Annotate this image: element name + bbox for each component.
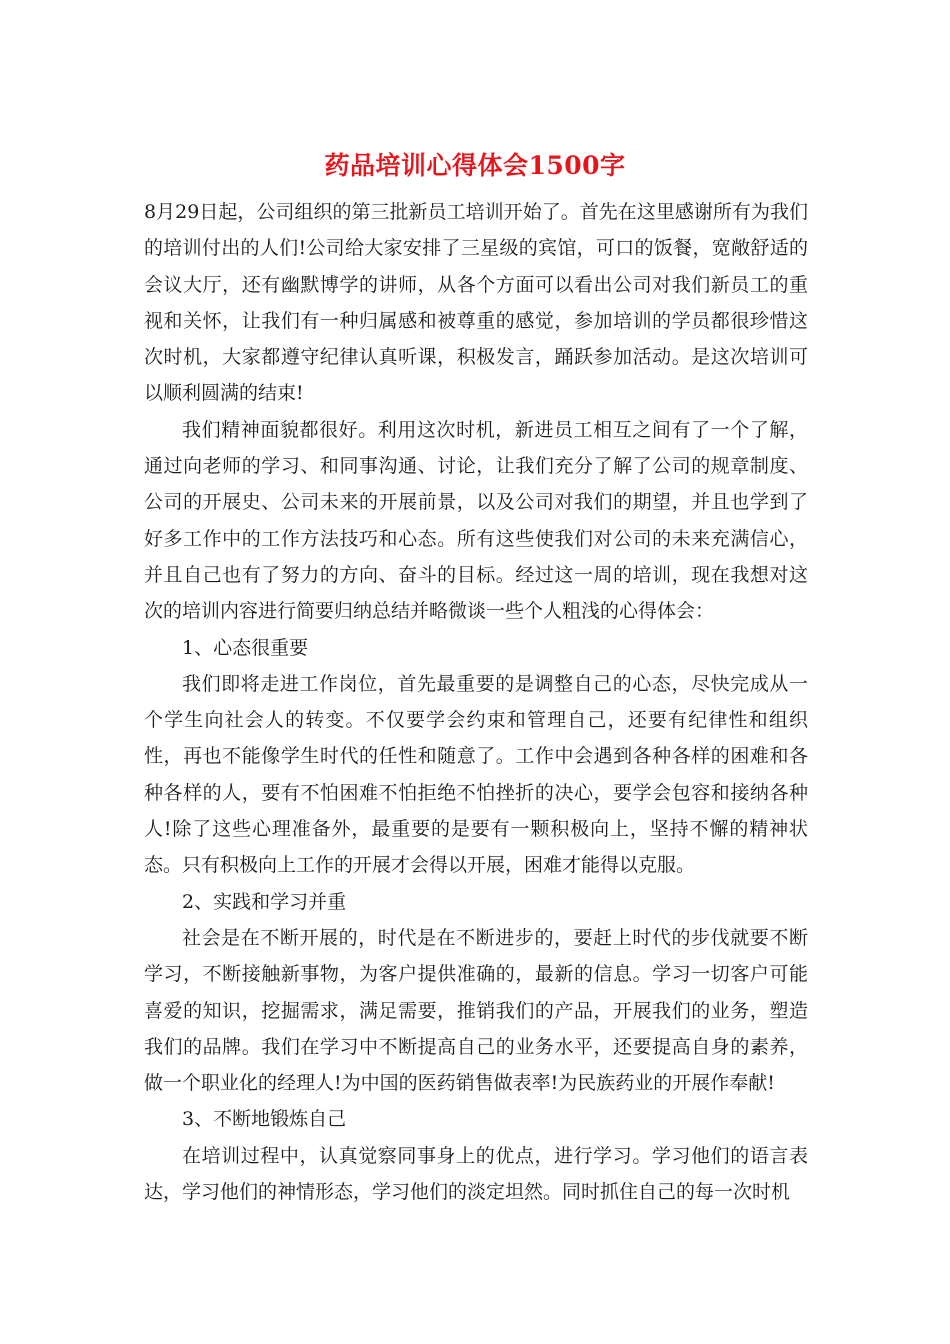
- section-heading-mindset: 1、心态很重要: [182, 636, 309, 659]
- paragraph-intro: 8月29日起，公司组织的第三批新员工培训开始了。首先在这里感谢所有为我们的培训付出的人们!公司给大家安排了三星级的宾馆，可口的饭餐，宽敞舒适的会议大厅，还有幽默博学的讲师，从各个方面可以看出公司对我们新员工的重视和关怀，让我们有一种归属感和被尊重的感觉，参加培训的学员都很珍惜这次时机，大家都遵守纪律认真听课，积极发言，踊跃参加活动。是这次培训可以顺利圆满的结束!: [144, 201, 808, 405]
- document-body: [144, 194, 808, 1210]
- section-heading-practice: 2、实践和学习并重: [182, 890, 347, 913]
- paragraph-mindset: 我们即将走进工作岗位，首先最重要的是调整自己的心态，尽快完成从一个学生向社会人的转变。不仅要学会约束和管理自己，还要有纪律性和组织性，再也不能像学生时代的任性和随意了。工作中会遇到各种各样的困难和各种各样的人，要有不怕困难不怕拒绝不怕挫折的决心，要学会包容和接纳各种人!除了这些心理准备外，最重要的是要有一颗积极向上，坚持不懈的精神状态。只有积极向上工作的开展才会得以开展，困难才能得以克服。: [144, 672, 808, 877]
- section-heading-training: 3、不断地锻炼自己: [182, 1108, 347, 1131]
- paragraph-training: 在培训过程中，认真觉察同事身上的优点，进行学习。学习他们的语言表达，学习他们的神情形态，学习他们的淡定坦然。同时抓住自己的每一次时机: [144, 1144, 808, 1204]
- paragraph-practice: 社会是在不断开展的，时代是在不断进步的，要赶上时代的步伐就要不断学习，不断接触新事物，为客户提供准确的，最新的信息。学习一切客户可能喜爱的知识，挖掘需求，满足需要，推销我们的产品，开展我们的业务，塑造我们的品牌。我们在学习中不断提高自己的业务水平，还要提高自身的素养，做一个职业化的经理人!为中国的医药销售做表率!为民族药业的开展作奉献!: [144, 926, 808, 1095]
- document-title: 药品培训心得体会1500字: [324, 151, 626, 180]
- paragraph-spirit: 我们精神面貌都很好。利用这次时机，新进员工相互之间有了一个了解，通过向老师的学习、和同事沟通、讨论，让我们充分了解了公司的规章制度、公司的开展史、公司未来的开展前景，以及公司对我们的期望，并且也学到了好多工作中的工作方法技巧和心态。所有这些使我们对公司的未来充满信心，并且自己也有了努力的方向、奋斗的目标。经过这一周的培训，现在我想对这次的培训内容进行简要归纳总结并略微谈一些个人粗浅的心得体会：: [144, 418, 808, 623]
